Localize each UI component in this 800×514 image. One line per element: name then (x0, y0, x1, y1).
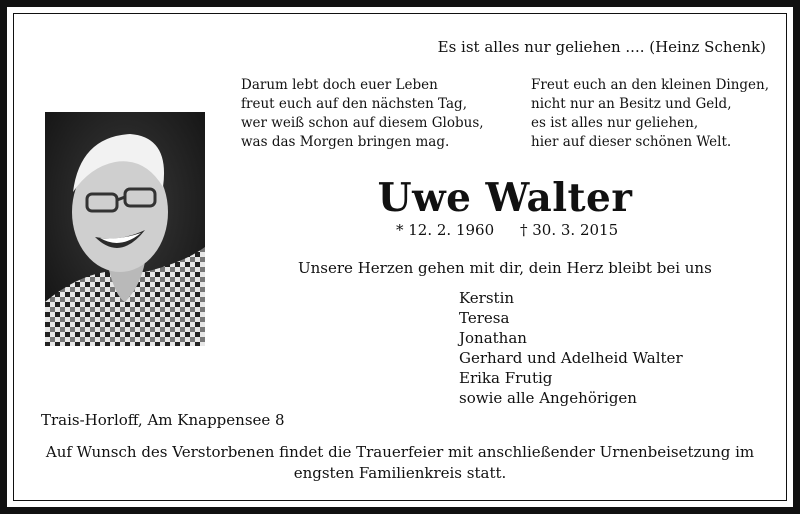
mourner-name: Teresa (459, 309, 510, 327)
mourner-name: Erika Frutig (459, 369, 553, 387)
poem-line: Darum lebt doch euer Leben (241, 77, 438, 93)
death-date: † 30. 3. 2015 (520, 221, 619, 239)
motto-quote: Es ist alles nur geliehen .... (Heinz Schenk) (437, 38, 766, 56)
mourner-name: Jonathan (459, 329, 527, 347)
poem-line: es ist alles nur geliehen, (531, 115, 699, 131)
poem-left (241, 76, 484, 152)
deceased-name: Uwe Walter (377, 175, 633, 221)
poem-line: was das Morgen bringen mag. (241, 134, 450, 150)
address: Trais-Horloff, Am Knappensee 8 (41, 411, 285, 429)
portrait-illustration (45, 112, 205, 346)
notice-line: engsten Familienkreis statt. (293, 464, 507, 482)
birth-date: * 12. 2. 1960 (396, 221, 495, 239)
portrait-photo (45, 112, 205, 346)
mourners-list (459, 288, 683, 408)
poem-right (531, 76, 769, 152)
mourner-name: Gerhard und Adelheid Walter (459, 349, 683, 367)
mourner-name: Kerstin (459, 289, 515, 307)
poem-line: hier auf dieser schönen Welt. (531, 134, 732, 150)
mourner-name: sowie alle Angehörigen (459, 389, 637, 407)
notice-line: Auf Wunsch des Verstorbenen findet die Trauerfeier mit anschließender Urnenbeisetzung im (45, 443, 755, 461)
tagline: Unsere Herzen gehen mit dir, dein Herz bleibt bei uns (298, 259, 712, 277)
poem-line: wer weiß schon auf diesem Globus, (241, 115, 484, 131)
funeral-notice (30, 442, 770, 484)
poem-line: freut euch auf den nächsten Tag, (241, 96, 467, 112)
poem-line: nicht nur an Besitz und Geld, (531, 96, 732, 112)
poem-line: Freut euch an den kleinen Dingen, (531, 77, 770, 93)
